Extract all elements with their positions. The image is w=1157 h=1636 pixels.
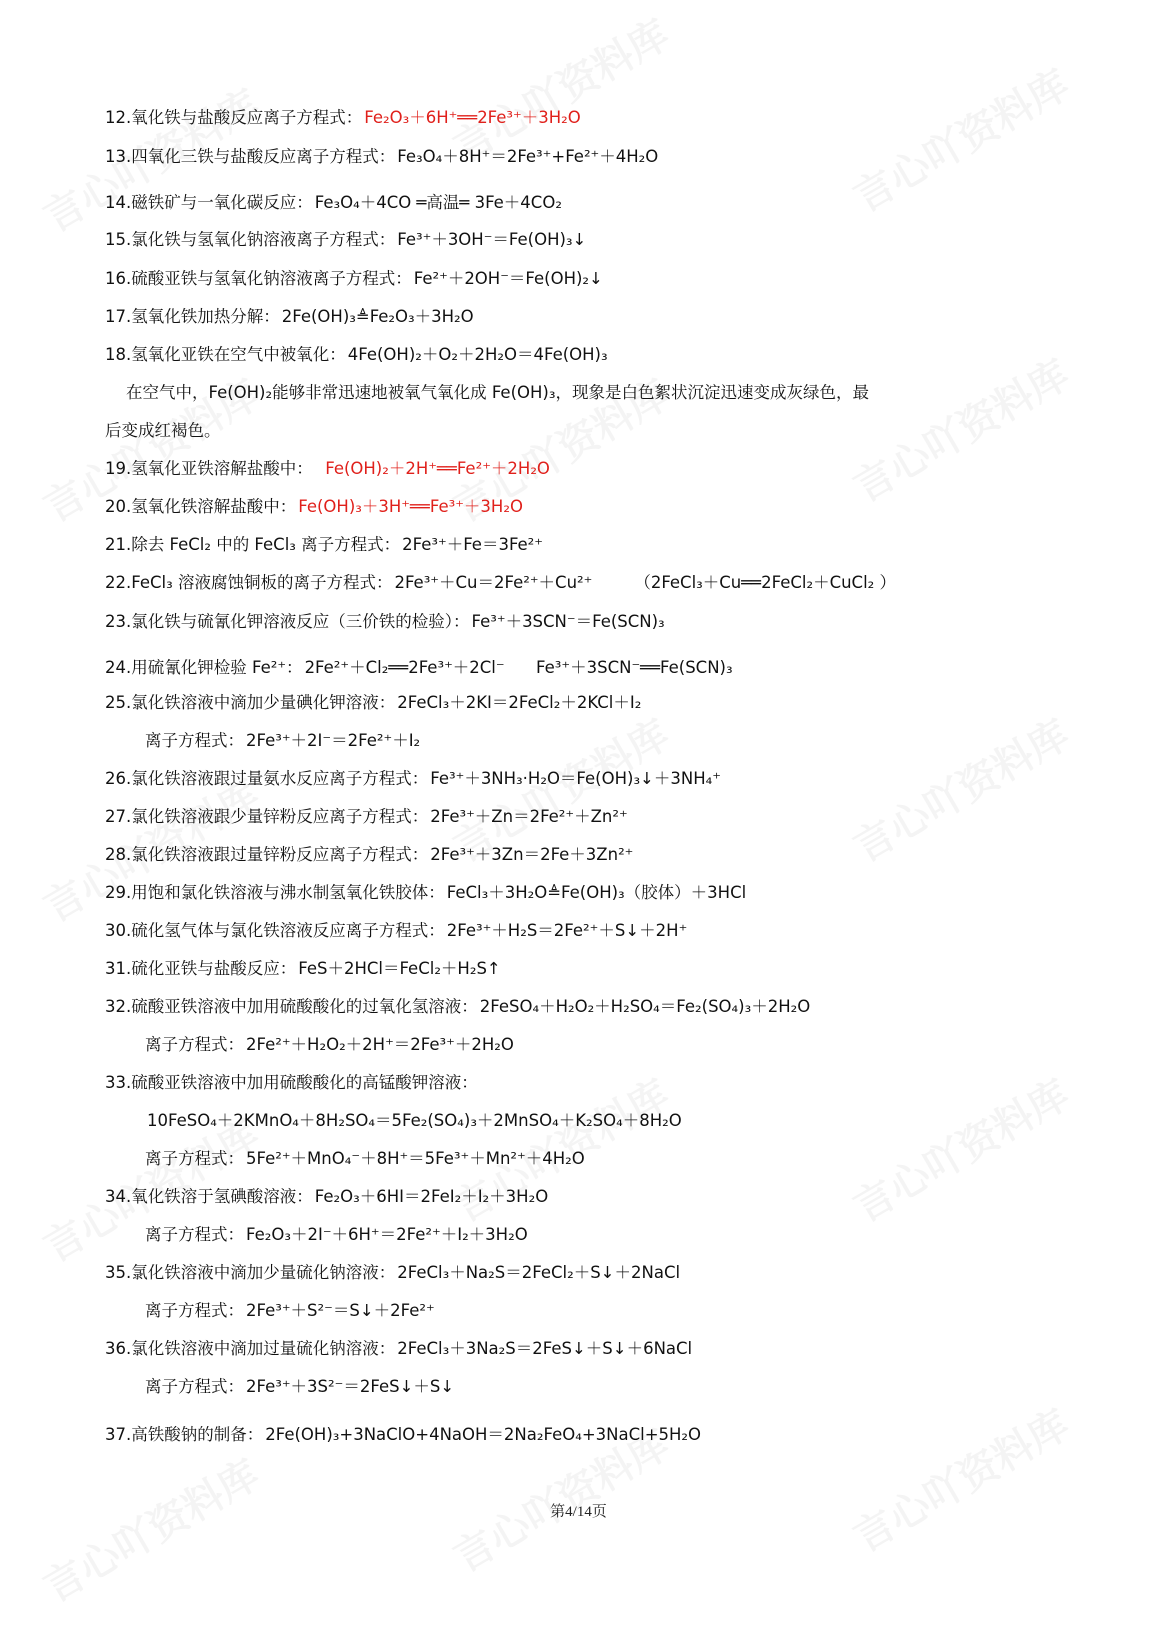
chemical-equation: 2Fe(OH)₃+3NaClO+4NaOH＝2Na₂FeO₄+3NaCl+5H₂O (265, 1425, 702, 1444)
chemical-equation: Fe₂O₃＋6HI＝2FeI₂＋I₂＋3H₂O (314, 1187, 549, 1206)
equation-line (105, 107, 581, 129)
equation-line (105, 496, 523, 518)
line-label: 29.用饱和氯化铁溶液与沸水制氢氧化铁胶体： (105, 883, 445, 902)
line-label: 14.磁铁矿与一氧化碳反应： (105, 193, 313, 212)
page-number: 第4/14页 (550, 1504, 607, 1520)
watermark-text (842, 704, 1078, 873)
chemical-equation: 2Fe³⁺＋H₂S＝2Fe²⁺＋S↓＋2H⁺ (446, 921, 688, 940)
line-label: 25.氯化铁溶液中滴加少量碘化钾溶液： (105, 693, 396, 712)
equation-line (105, 534, 543, 556)
equation-line (145, 1376, 454, 1398)
equation-line (105, 192, 562, 214)
line-label: 24.用硫氰化钾检验 Fe²⁺： (105, 658, 303, 677)
chemical-equation: 2Fe(OH)₃≜Fe₂O₃＋3H₂O (281, 307, 474, 326)
line-label: 17.氢氧化铁加热分解： (105, 307, 280, 326)
equation-line (145, 1224, 528, 1246)
equation-line (105, 1424, 701, 1446)
equation-line (105, 657, 733, 679)
chemical-equation: Fe(OH)₃＋3H⁺══Fe³⁺＋3H₂O (298, 497, 523, 516)
equation-line (105, 458, 550, 480)
chemical-equation: 2Fe²⁺＋H₂O₂＋2H⁺＝2Fe³⁺＋2H₂O (246, 1035, 514, 1054)
equation-line (105, 996, 810, 1018)
chemical-equation: 2FeCl₃＋Na₂S＝2FeCl₂＋S↓＋2NaCl (397, 1263, 681, 1282)
line-label: 31.硫化亚铁与盐酸反应： (105, 959, 297, 978)
line-label: 23.氯化铁与硫氰化钾溶液反应（三价铁的检验）： (105, 612, 470, 631)
line-label: 27.氯化铁溶液跟少量锌粉反应离子方程式： (105, 807, 429, 826)
line-label: 13.四氧化三铁与盐酸反应离子方程式： (105, 147, 396, 166)
line-label: 12.氧化铁与盐酸反应离子方程式： (105, 108, 363, 127)
chemical-equation: 2FeCl₃＋3Na₂S＝2FeS↓＋S↓＋6NaCl (397, 1339, 693, 1358)
chemical-equation: Fe³⁺＋3SCN⁻＝Fe(SCN)₃ (471, 612, 665, 631)
equation-line (105, 611, 665, 633)
line-label: 28.氯化铁溶液跟过量锌粉反应离子方程式： (105, 845, 429, 864)
chemical-equation: 2Fe²⁺＋Cl₂══2Fe³⁺＋2Cl⁻ Fe³⁺＋3SCN⁻══Fe(SCN)₃ (304, 658, 733, 677)
equation-line (105, 420, 223, 442)
chemical-equation: Fe³⁺＋3OH⁻＝Fe(OH)₃↓ (397, 230, 587, 249)
equation-line (145, 1110, 682, 1132)
line-label: 离子方程式： (145, 1149, 244, 1168)
line-label: 30.硫化氢气体与氯化铁溶液反应离子方程式： (105, 921, 445, 940)
watermark-text (842, 54, 1078, 223)
equation-line (145, 1034, 514, 1056)
equation-line (105, 229, 586, 251)
chemical-equation: Fe₂O₃＋2I⁻＋6H⁺＝2Fe²⁺＋I₂＋3H₂O (246, 1225, 528, 1244)
watermark-text (842, 1394, 1078, 1563)
chemical-equation: 2FeSO₄＋H₂O₂＋H₂SO₄＝Fe₂(SO₄)₃＋2H₂O (479, 997, 811, 1016)
line-label: 离子方程式： (145, 731, 244, 750)
chemical-equation: Fe₃O₄＋4CO ═高温═ 3Fe＋4CO₂ (314, 193, 562, 212)
line-label: 18.氢氧化亚铁在空气中被氧化： (105, 345, 346, 364)
line-label: 21.除去 FeCl₂ 中的 FeCl₃ 离子方程式： (105, 535, 401, 554)
line-label: 26.氯化铁溶液跟过量氨水反应离子方程式： (105, 769, 429, 788)
line-label: 33.硫酸亚铁溶液中加用硫酸酸化的高锰酸钾溶液： (105, 1073, 478, 1092)
equation-line (105, 1072, 480, 1094)
chemical-equation: FeCl₃＋3H₂O≜Fe(OH)₃（胶体）＋3HCl (446, 883, 747, 902)
chemical-equation: 2Fe³⁺＋S²⁻＝S↓＋2Fe²⁺ (246, 1301, 435, 1320)
chemical-equation: Fe²⁺＋2OH⁻＝Fe(OH)₂↓ (413, 269, 603, 288)
equation-line (105, 958, 501, 980)
line-label: 离子方程式： (145, 1035, 244, 1054)
equation-line (145, 1300, 435, 1322)
line-label: 离子方程式： (145, 1301, 244, 1320)
line-label: 36.氯化铁溶液中滴加过量硫化钠溶液： (105, 1339, 396, 1358)
equation-line (105, 344, 608, 366)
equation-line (105, 844, 633, 866)
chemical-equation: FeS＋2HCl＝FeCl₂＋H₂S↑ (298, 959, 501, 978)
equation-line (105, 382, 871, 404)
line-label: 16.硫酸亚铁与氢氧化钠溶液离子方程式： (105, 269, 412, 288)
chemical-equation: 2Fe³⁺＋3S²⁻＝2FeS↓＋S↓ (246, 1377, 455, 1396)
line-label: 22.FeCl₃ 溶液腐蚀铜板的离子方程式： (105, 573, 393, 592)
equation-line (105, 1338, 692, 1360)
equation-line (105, 768, 721, 790)
equation-line (105, 306, 474, 328)
line-label: 35.氯化铁溶液中滴加少量硫化钠溶液： (105, 1263, 396, 1282)
line-label: 离子方程式： (145, 1225, 244, 1244)
chemical-equation: 2Fe³⁺＋Zn＝2Fe²⁺＋Zn²⁺ (430, 807, 628, 826)
equation-line (105, 1186, 548, 1208)
equation-line (105, 692, 641, 714)
chemical-equation: 2Fe³⁺＋2I⁻＝2Fe²⁺＋I₂ (246, 731, 421, 750)
equation-line (105, 882, 746, 904)
line-label: 15.氯化铁与氢氧化钠溶液离子方程式： (105, 230, 396, 249)
equation-line (145, 730, 420, 752)
line-label: 后变成红褐色。 (105, 421, 221, 440)
watermark-text (32, 1444, 268, 1613)
chemical-equation: 5Fe²⁺＋MnO₄⁻＋8H⁺＝5Fe³⁺＋Mn²⁺＋4H₂O (246, 1149, 585, 1168)
equation-line (105, 806, 628, 828)
equation-line (145, 1148, 585, 1170)
line-label: 在空气中，Fe(OH)₂能够非常迅速地被氧气氧化成 Fe(OH)₃，现象是白色絮状沉淀迅速变成灰绿色，最 (105, 383, 869, 402)
line-label: 37.高铁酸钠的制备： (105, 1425, 264, 1444)
chemical-equation: 10FeSO₄＋2KMnO₄＋8H₂SO₄＝5Fe₂(SO₄)₃＋2MnSO₄＋K₂SO₄＋8H₂O (147, 1111, 682, 1130)
chemical-equation: Fe³⁺＋3NH₃·H₂O＝Fe(OH)₃↓＋3NH₄⁺ (430, 769, 721, 788)
line-label: 34.氧化铁溶于氢碘酸溶液： (105, 1187, 313, 1206)
chemical-equation: Fe₂O₃＋6H⁺══2Fe³⁺＋3H₂O (364, 108, 581, 127)
chemical-equation: 2Fe³⁺＋Fe＝3Fe²⁺ (402, 535, 544, 554)
chemical-equation: 2Fe³⁺＋3Zn＝2Fe＋3Zn²⁺ (430, 845, 634, 864)
chemical-equation: 2FeCl₃＋2KI＝2FeCl₂＋2KCl＋I₂ (397, 693, 642, 712)
equation-line (105, 146, 658, 168)
watermark-text (842, 344, 1078, 513)
line-label: 20.氢氧化铁溶解盐酸中： (105, 497, 297, 516)
chemical-equation: 4Fe(OH)₂＋O₂＋2H₂O＝4Fe(OH)₃ (347, 345, 608, 364)
equation-line (105, 572, 896, 594)
chemical-equation: Fe₃O₄＋8H⁺＝2Fe³⁺+Fe²⁺＋4H₂O (397, 147, 659, 166)
equation-line (105, 920, 687, 942)
chemical-equation: Fe(OH)₂＋2H⁺══Fe²⁺＋2H₂O (314, 459, 550, 478)
line-label: 19.氢氧化亚铁溶解盐酸中： (105, 459, 313, 478)
equation-line (105, 268, 603, 290)
chemical-equation: 2Fe³⁺＋Cu＝2Fe²⁺＋Cu²⁺ （2FeCl₃＋Cu══2FeCl₂＋CuCl₂ ） (394, 573, 897, 592)
line-label: 32.硫酸亚铁溶液中加用硫酸酸化的过氧化氢溶液： (105, 997, 478, 1016)
line-label: 离子方程式： (145, 1377, 244, 1396)
equation-line (105, 1262, 680, 1284)
watermark-text (842, 1064, 1078, 1233)
